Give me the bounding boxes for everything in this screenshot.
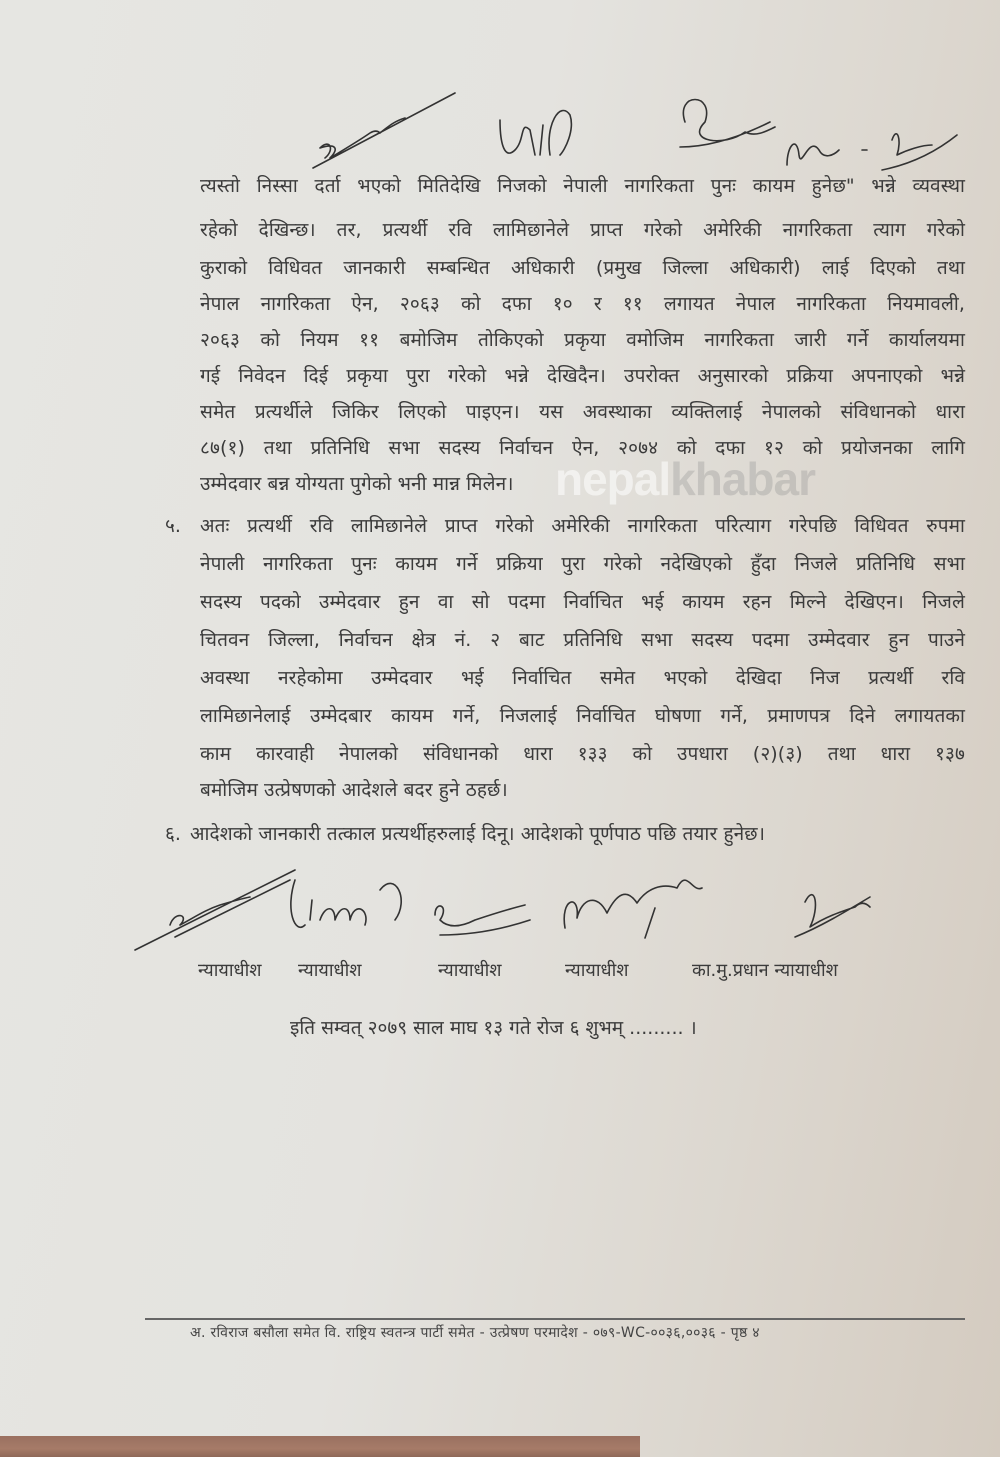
paragraph-line: २०६३ को नियम ११ बमोजिम तोकिएको प्रकृया वमोजिम नागरिकता जारी गर्ने कार्यालयमा	[200, 329, 965, 351]
paragraph-line: कुराको विधिवत जानकारी सम्बन्धित अधिकारी (प्रमुख जिल्ला अधिकारी) लाई दिएको तथा	[200, 257, 965, 279]
watermark: nepalkhabar	[555, 453, 816, 505]
paragraph-line: समेत प्रत्यर्थीले जिकिर लिएको पाइएन। यस अवस्थाका व्यक्तिलाई नेपालको संविधानको धारा	[200, 401, 965, 423]
paragraph-line: काम कारवाही नेपालको संविधानको धारा १३३ को उपधारा (२)(३) तथा धारा १३७	[200, 743, 965, 765]
judge-title: न्यायाधीश	[565, 960, 629, 981]
paragraph-line: रहेको देखिन्छ। तर, प्रत्यर्थी रवि लामिछानेले प्राप्त गरेको अमेरिकी नागरिकता त्याग गरेको	[200, 219, 965, 241]
signature-top-1	[305, 88, 455, 182]
paragraph-line: चितवन जिल्ला, निर्वाचन क्षेत्र नं. २ बाट प्रतिनिधि सभा सदस्य पदमा उम्मेदवार हुन पाउने	[200, 629, 965, 651]
paragraph-line: नेपाल नागरिकता ऐन, २०६३ को दफा १० र ११ लगायत नेपाल नागरिकता नियमावली,	[200, 293, 965, 315]
judge-title: न्यायाधीश	[438, 960, 502, 981]
signature-judge-1	[130, 865, 300, 959]
paragraph-line: गई निवेदन दिई प्रकृया पुरा गरेको भन्ने देखिदैन। उपरोक्त अनुसारको प्रक्रिया अपनाएको भन्ने	[200, 365, 965, 387]
paragraph-line: ८७(१) तथा प्रतिनिधि सभा सदस्य निर्वाचन ऐन, २०७४ को दफा १२ को प्रयोजनका लागि	[200, 437, 965, 459]
judge-title: का.मु.प्रधान न्यायाधीश	[692, 960, 838, 981]
judge-title: न्यायाधीश	[198, 960, 262, 981]
footer-case-reference: अ. रविराज बसौला समेत वि. राष्ट्रिय स्वतन्त्र पार्टी समेत - उत्प्रेषण परमादेश - ०७९-WC-००३६,००३६ - पृष्ठ ४	[190, 1325, 760, 1341]
paragraph-line: लामिछानेलाई उम्मेदबार कायम गर्ने, निजलाई निर्वाचित घोषणा गर्ने, प्रमाणपत्र दिने लगायतका	[200, 705, 965, 727]
judge-title: न्यायाधीश	[298, 960, 362, 981]
footer-divider	[145, 1318, 965, 1320]
paragraph-line: उम्मेदवार बन्न योग्यता पुगेको भनी मान्न मिलेन।	[200, 473, 514, 495]
signature-top-3	[665, 92, 775, 166]
signature-judge-5	[790, 882, 880, 946]
paragraph-line: अवस्था नरहेकोमा उम्मेदवार भई निर्वाचित समेत भएको देखिदा निज प्रत्यर्थी रवि	[200, 667, 965, 689]
paragraph-line: नेपाली नागरिकता पुनः कायम गर्ने प्रक्रिया पुरा गरेको नदेखिएको हुँदा निजले प्रतिनिधि सभा	[200, 553, 965, 575]
table-surface	[0, 1436, 640, 1457]
paragraph-number: ६.	[165, 823, 181, 845]
paragraph-line: अतः प्रत्यर्थी रवि लामिछानेले प्राप्त गरेको अमेरिकी नागरिकता परित्याग गरेपछि विधिवत रुपमा	[200, 515, 965, 537]
paragraph-line: सदस्य पदको उम्मेदवार हुन वा सो पदमा निर्वाचित भई कायम रहन मिल्ने देखिएन। निजले	[200, 591, 965, 613]
paragraph-line: आदेशको जानकारी तत्काल प्रत्यर्थीहरुलाई दिनू। आदेशको पूर्णपाठ पछि तयार हुनेछ।	[190, 823, 766, 845]
paragraph-number: ५.	[165, 515, 181, 537]
signature-top-2	[495, 100, 585, 174]
paragraph-line: त्यस्तो निस्सा दर्ता भएको मितिदेखि निजको नेपाली नागरिकता पुनः कायम हुनेछ" भन्ने व्यवस्था	[200, 175, 965, 197]
date-line: इति सम्वत् २०७९ साल माघ १३ गते रोज ६ शुभम् ......... ।	[290, 1017, 697, 1039]
signature-judge-4	[555, 878, 735, 952]
signature-judge-3	[425, 890, 565, 954]
signature-judge-2	[285, 870, 425, 944]
paragraph-line: बमोजिम उत्प्रेषणको आदेशले बदर हुने ठहर्छ।	[200, 779, 508, 801]
